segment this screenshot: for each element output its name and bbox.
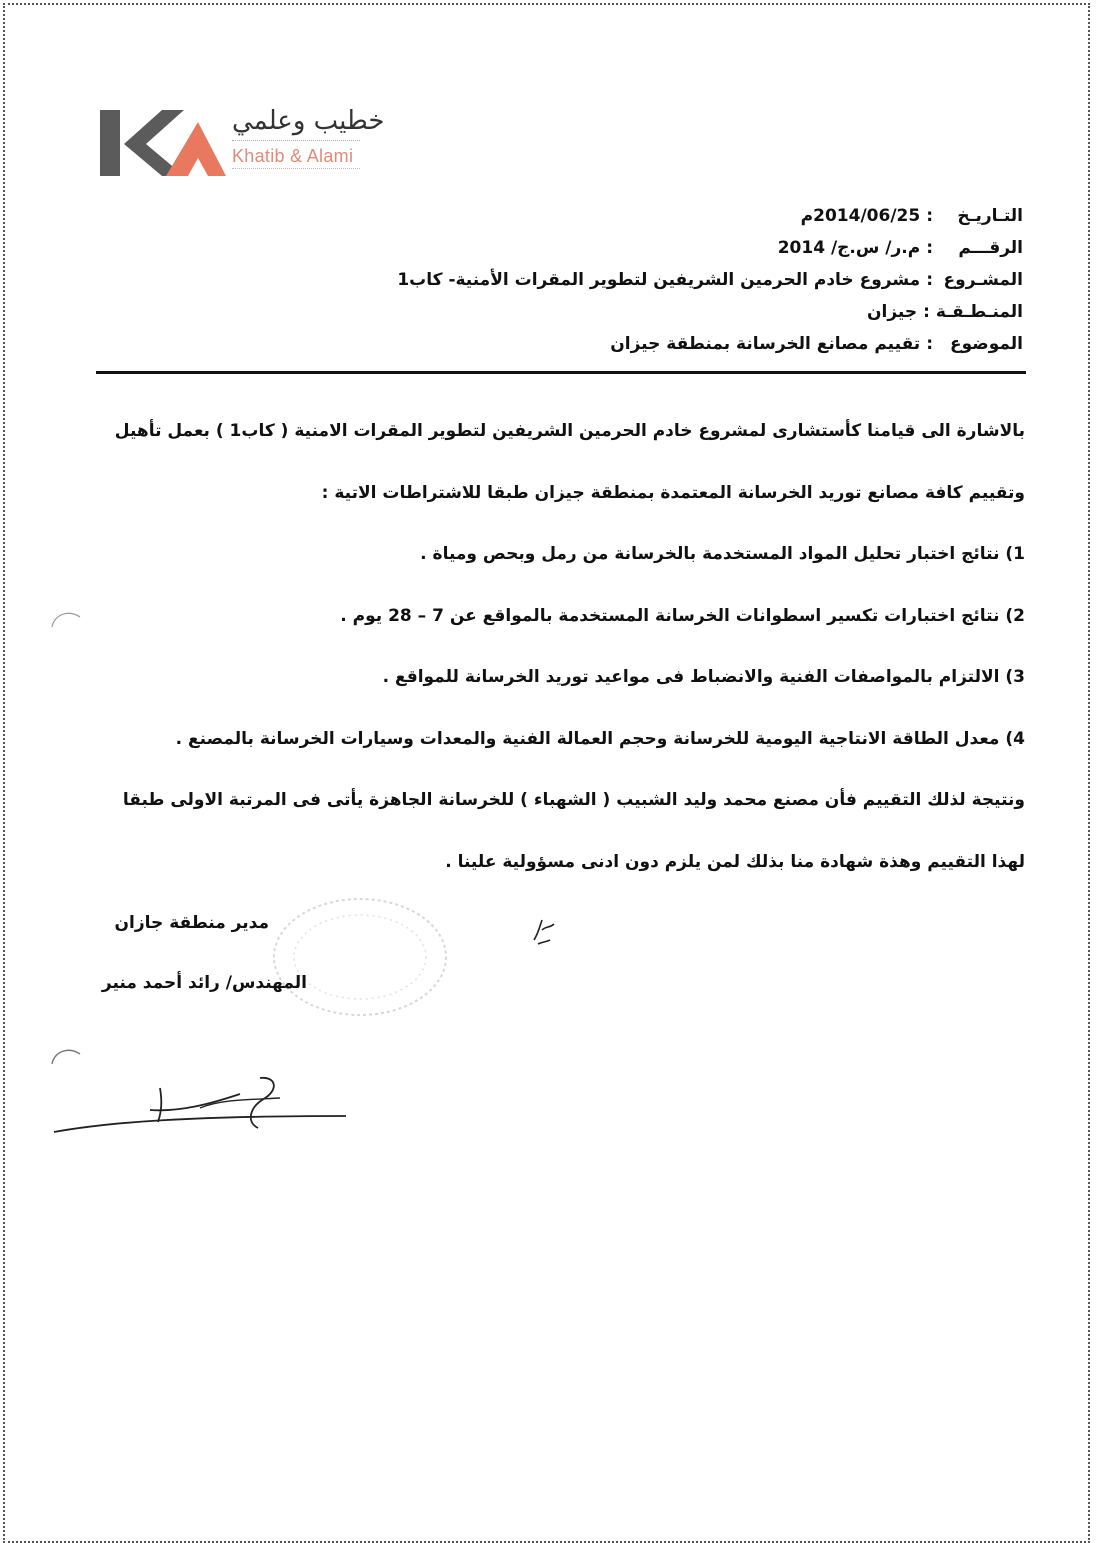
punch-hole-mark	[48, 1042, 88, 1082]
header-value: م.ر/ س.ج/ 2014	[777, 238, 921, 258]
letter-header	[323, 200, 1023, 360]
header-value: 2014/06/25م	[800, 206, 921, 226]
logo-arabic-text: خطيب وعلمي	[232, 106, 385, 136]
letter-body	[65, 408, 1025, 900]
body-line: 3) الالتزام بالمواصفات الفنية والانضباط فى مواعيد توريد الخرسانة للمواقع .	[382, 667, 1025, 687]
header-value: جيزان	[866, 302, 918, 322]
handwritten-signature	[50, 1070, 350, 1140]
header-label: المشـروع	[943, 270, 1023, 290]
header-row-project: المشـروع:مشروع خادم الحرمين الشريفين لتطوير المقرات الأمنية- كاب1	[323, 264, 1023, 296]
header-value: تقييم مصانع الخرسانة بمنطقة جيزان	[610, 334, 921, 354]
punch-hole-mark	[48, 605, 88, 645]
header-label: الرقـــم	[958, 238, 1023, 258]
logo-divider	[232, 168, 360, 172]
body-line: 1) نتائج اختبار تحليل المواد المستخدمة بالخرسانة من رمل وبحص ومياة .	[420, 544, 1025, 564]
header-label: الموضوع	[950, 334, 1023, 354]
header-label: التـاريـخ	[957, 206, 1023, 226]
faint-stamp	[270, 895, 450, 1020]
header-row-region: المنـطـقـة:جيزان	[323, 296, 1023, 328]
header-divider	[96, 371, 1026, 374]
header-row-subject: الموضوع:تقييم مصانع الخرسانة بمنطقة جيزان	[323, 328, 1023, 360]
body-line: لهذا التقييم وهذة شهادة منا بذلك لمن يلزم دون ادنى مسؤولية علينا .	[445, 851, 1025, 872]
header-row-number: الرقـــم:م.ر/ س.ج/ 2014	[323, 232, 1023, 264]
logo-divider	[232, 140, 360, 144]
body-line: بالاشارة الى قيامنا كأستشارى لمشروع خادم الحرمين الشريفين لتطوير المقرات الامنية ( كاب1 ) بعمل تأهيل	[114, 421, 1025, 441]
signoff-title: مدير منطقة جازان	[114, 913, 269, 933]
body-line: وتقييم كافة مصانع توريد الخرسانة المعتمدة بمنطقة جيزان طبقا للاشتراطات الاتية :	[321, 482, 1025, 503]
header-row-date: التـاريـخ:2014/06/25م	[323, 200, 1023, 232]
header-value: مشروع خادم الحرمين الشريفين لتطوير المقرات الأمنية- كاب1	[397, 270, 921, 290]
body-line: 2) نتائج اختبارات تكسير اسطوانات الخرسانة المستخدمة بالمواقع عن 7 – 28 يوم .	[340, 605, 1025, 626]
body-line: ونتيجة لذلك التقييم فأن مصنع محمد وليد الشبيب ( الشهباء ) للخرسانة الجاهزة يأتى فى المرتبة الاولى طبقا	[122, 790, 1025, 810]
initial-mark	[528, 910, 568, 950]
signoff-name: المهندس/ رائد أحمد منير	[101, 973, 307, 993]
logo-latin-text: Khatib & Alami	[232, 146, 354, 166]
header-label: المنـطـقـة	[935, 302, 1023, 322]
body-line: 4) معدل الطاقة الانتاجية اليومية للخرسانة وحجم العمالة الفنية والمعدات وسيارات الخرسانة بالمصنع .	[175, 728, 1025, 749]
